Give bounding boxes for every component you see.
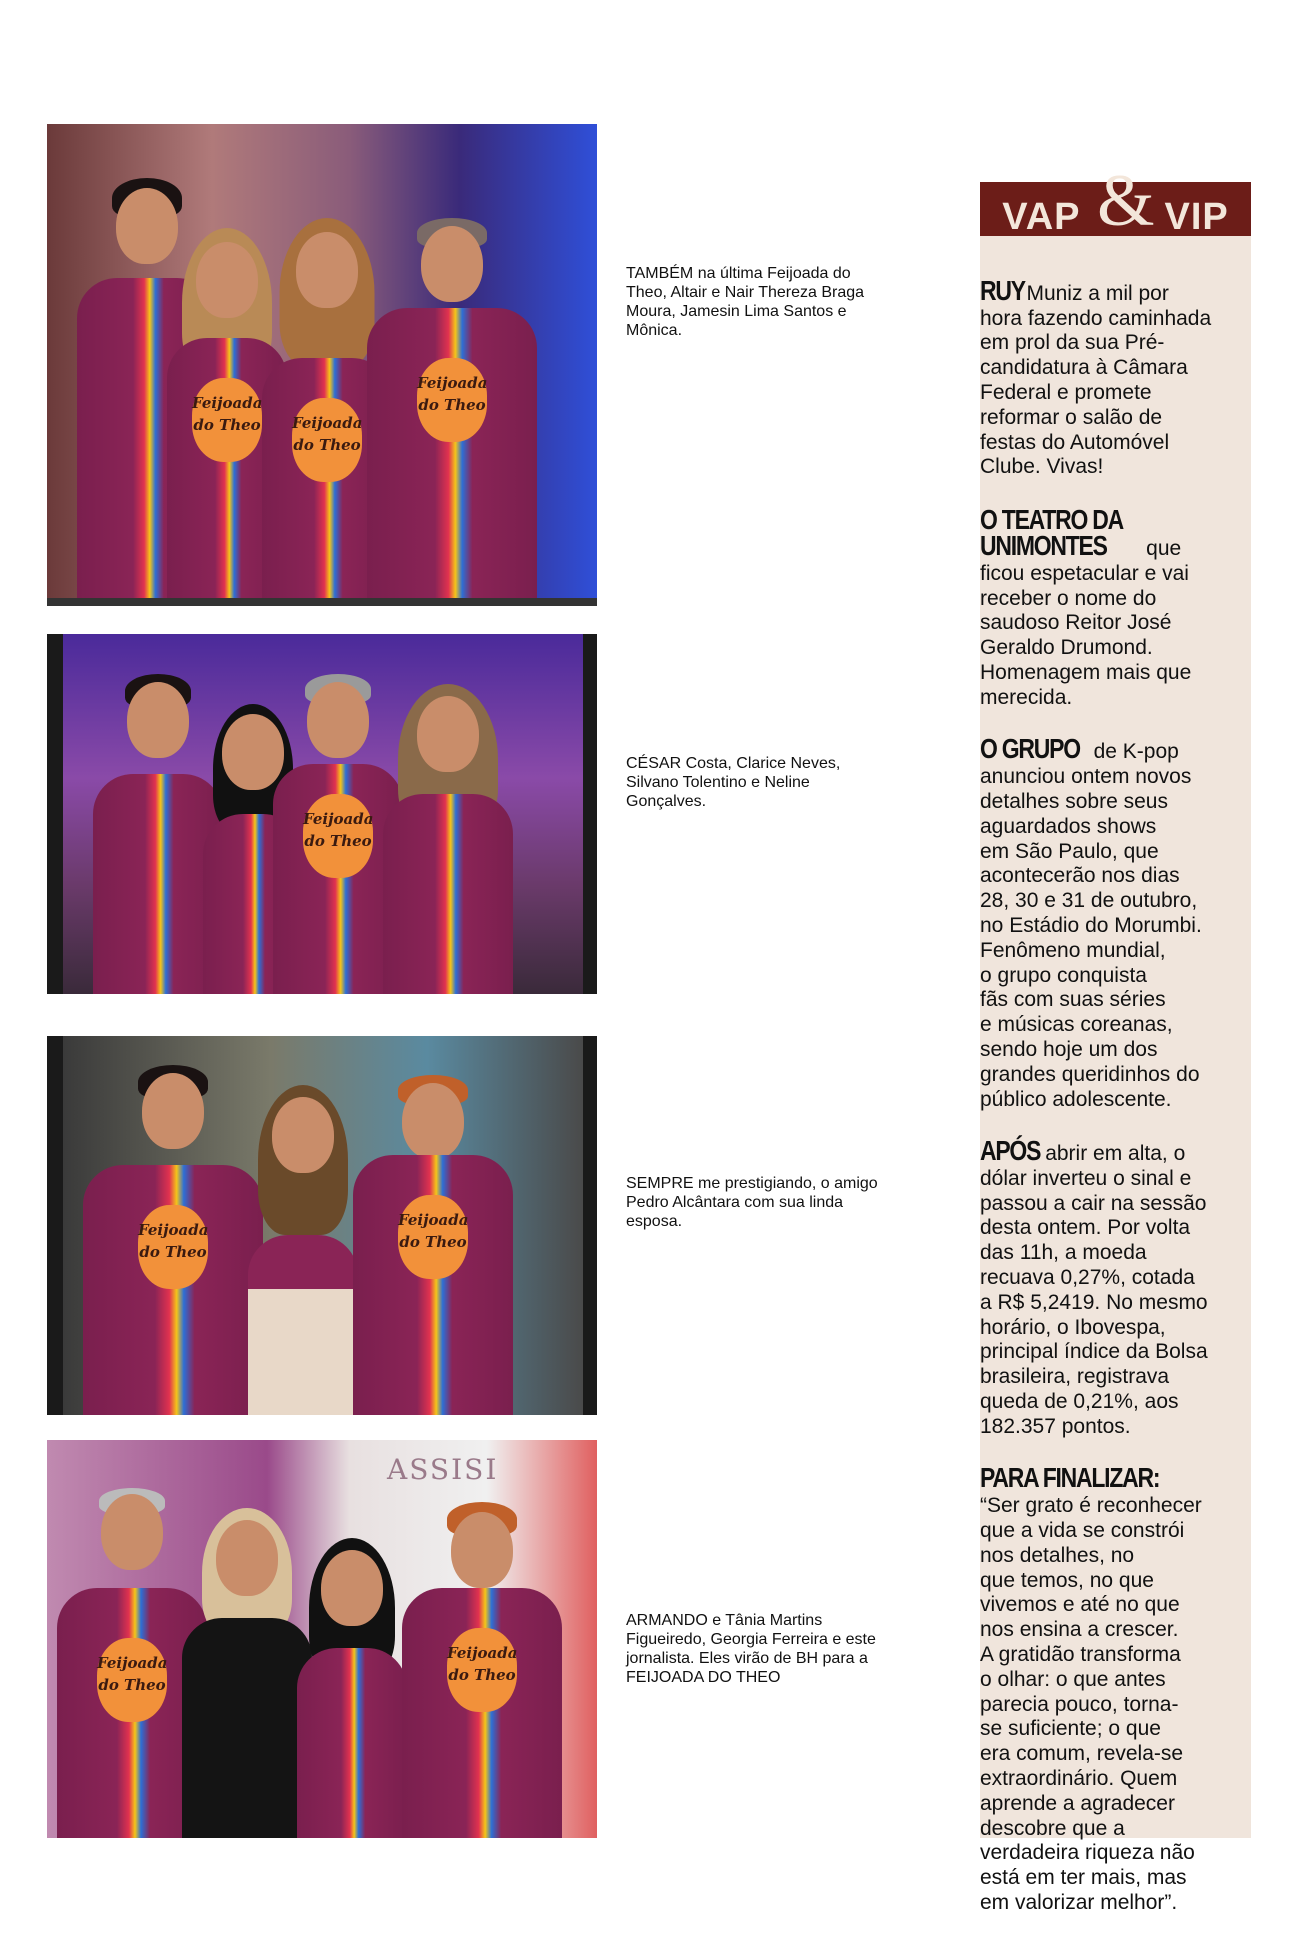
shirt-logo: Feijoada do Theo xyxy=(447,1628,517,1712)
note-kicker: O TEATRO DA UNIMONTES xyxy=(980,503,1123,561)
vap-vip-column xyxy=(980,160,1251,1914)
event-photo-3 xyxy=(47,1036,597,1415)
column-note xyxy=(980,274,1255,480)
column-note xyxy=(980,503,1255,711)
note-text: abrir em alta, o dólar inverteu o sinal e passou a cair na sessão desta ontem. Por volta das 11h, a moeda recuava 0,27%, cotada a R$ 5,2419. No mesmo horário, o Ibovespa, principal índice da Bolsa brasileira, registrava queda de 0,21%, aos 182.357 pontos. xyxy=(980,1142,1208,1438)
ampersand-logo: & xyxy=(1097,160,1155,242)
column-note xyxy=(980,1462,1255,1915)
note-kicker: APÓS xyxy=(980,1135,1041,1167)
column-note xyxy=(980,1135,1255,1440)
shirt-logo: Feijoada do Theo xyxy=(417,358,487,442)
event-photo-1 xyxy=(47,124,597,606)
photo-caption-1: TAMBÉM na última Feijoada do Theo, Altair e Nair Thereza Braga Moura, Jamesin Lima Santos e Mônica. xyxy=(626,265,865,339)
note-text: “Ser grato é reconhecer que a vida se constrói nos detalhes, no que temos, no que vivemos e até no que nos ensina a crescer. A gratidão transforma o olhar: o que antes parecia pouco, torna- se suficiente; o que era comum, revela-se extraordinário. Quem aprende a agradecer descobre que a verdadeira riqueza não está em ter mais, mas em valorizar melhor”. xyxy=(980,1494,1202,1914)
note-kicker: RUY xyxy=(980,274,1025,306)
photo-caption-3: SEMPRE me prestigiando, o amigo Pedro Alcântara com sua linda esposa. xyxy=(626,1175,878,1230)
note-text: que ficou espetacular e vai receber o nome do saudoso Reitor José Geraldo Drumond. Homenagem mais que merecida. xyxy=(980,536,1192,709)
column-note xyxy=(980,733,1255,1112)
event-photo-2 xyxy=(47,634,597,994)
backdrop-logo: ASSISI xyxy=(387,1453,499,1486)
person xyxy=(297,1538,407,1838)
shirt-logo: Feijoada do Theo xyxy=(292,398,362,482)
person xyxy=(83,1065,263,1415)
note-kicker: O GRUPO xyxy=(980,733,1080,765)
title-left: VAP xyxy=(1002,196,1081,238)
column-body xyxy=(980,254,1255,1941)
note-kicker: PARA FINALIZAR: xyxy=(980,1462,1160,1494)
shirt-logo: Feijoada do Theo xyxy=(138,1205,208,1289)
note-text: Muniz a mil por hora fazendo caminhada em prol da sua Pré- candidatura à Câmara Federal e promete reformar o salão de festas do Automóvel Clube. Vivas! xyxy=(980,281,1212,479)
event-photo-4 xyxy=(47,1440,597,1838)
person xyxy=(402,1502,562,1838)
shirt-logo: Feijoada do Theo xyxy=(97,1638,167,1722)
photo-caption-4: ARMANDO e Tânia Martins Figueiredo, Georgia Ferreira e este jornalista. Eles virão de BH para a FEIJOADA DO THEO xyxy=(626,1612,876,1686)
shirt-logo: Feijoada do Theo xyxy=(192,378,262,462)
person xyxy=(353,1075,513,1415)
column-header xyxy=(980,160,1251,242)
shirt-logo: Feijoada do Theo xyxy=(303,794,373,878)
title-right: VIP xyxy=(1164,196,1229,238)
person xyxy=(182,1508,312,1838)
note-text: de K-pop anunciou ontem novos detalhes sobre seus aguardados shows em São Paulo, que acontecerão nos dias 28, 30 e 31 de outubro, no Estádio do Morumbi. Fenômeno mundial, o grupo conquista fãs com suas séries e músicas coreanas, sendo hoje um dos grandes queridinhos do público adolescente. xyxy=(980,740,1202,1111)
person xyxy=(383,684,513,994)
person xyxy=(248,1085,358,1415)
person xyxy=(367,218,537,598)
shirt-logo: Feijoada do Theo xyxy=(398,1195,468,1279)
photo-caption-2: CÉSAR Costa, Clarice Neves, Silvano Tolentino e Neline Gonçalves. xyxy=(626,755,841,810)
